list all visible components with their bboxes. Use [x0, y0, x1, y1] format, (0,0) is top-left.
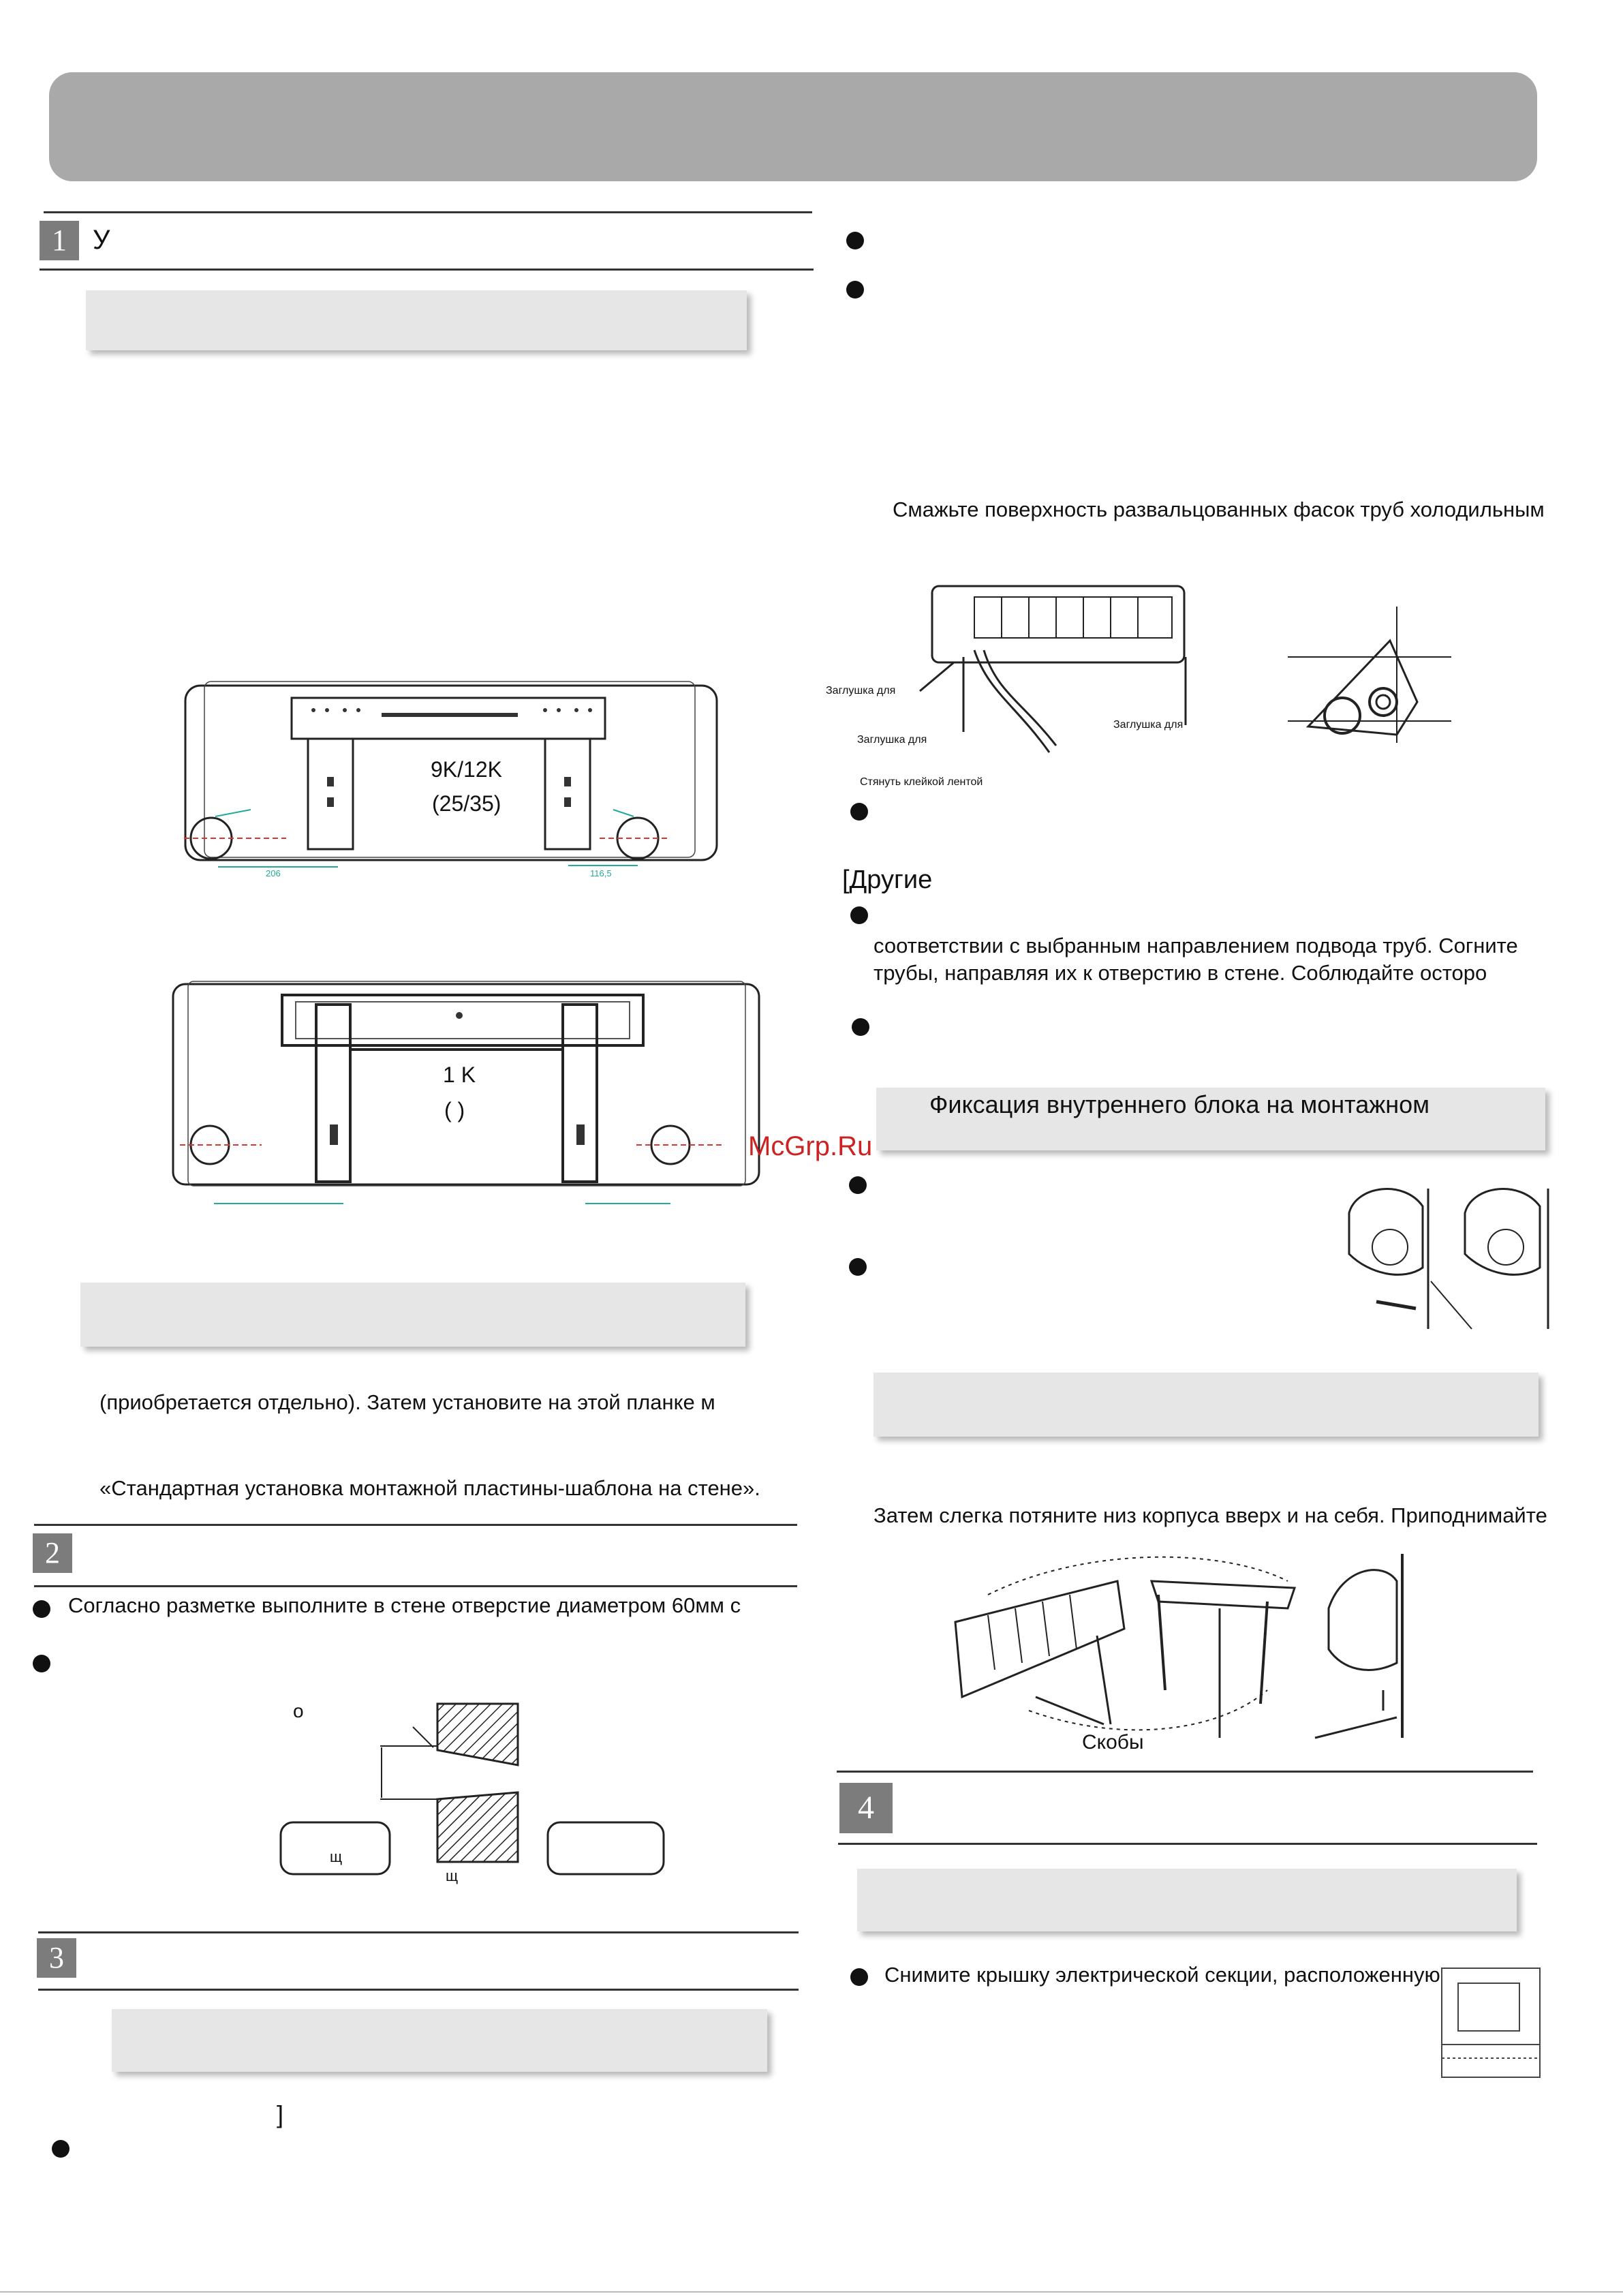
section-2-number: 2	[33, 1533, 72, 1573]
label-o: о	[293, 1700, 304, 1721]
label-sch-2: щ	[446, 1867, 459, 1884]
bullet	[850, 1968, 868, 1986]
section-1-heading: У	[93, 225, 110, 255]
section-4-bottom-rule	[838, 1843, 1537, 1845]
model-label-1: 9K/12K	[431, 757, 502, 782]
bullet	[33, 1655, 50, 1672]
dimension-right-label: 116,5	[590, 868, 612, 878]
dimension-left-label: 206	[266, 868, 281, 878]
model-code-2: ( )	[444, 1098, 465, 1122]
hang-unit-illustration	[1335, 1179, 1567, 1336]
section-3-number: 3	[37, 1938, 76, 1978]
wall-hole-diagram	[273, 1690, 681, 1888]
bullet	[850, 906, 868, 924]
section-1-subheading-box	[86, 290, 747, 350]
model-code-1: (25/35)	[432, 791, 501, 816]
other-text-line-1: соответствии с выбранным направлением подвода труб. Согните	[874, 934, 1518, 958]
bullet	[849, 1176, 867, 1194]
label-plug-1: Заглушка для	[826, 685, 896, 697]
brackets-label: Скобы	[1082, 1731, 1144, 1754]
mounting-plate-diagram-2	[166, 975, 766, 1206]
section-3-bottom-rule	[38, 1989, 799, 1991]
pipe-outlet-detail	[1288, 607, 1451, 756]
bullet	[33, 1600, 50, 1618]
electrical-cover-illustration	[1438, 1963, 1547, 2085]
watermark: McGrp.Ru	[748, 1131, 873, 1161]
bullet	[846, 281, 864, 299]
page-header-banner	[49, 72, 1537, 181]
paragraph-plate-purchase: (приобретается отдельно). Затем установите на этой планке м	[99, 1390, 715, 1414]
section-1-top-rule	[44, 211, 812, 213]
paragraph-standard-install: «Стандартная установка монтажной пластины-шаблона на стене».	[99, 1476, 760, 1500]
section-4-number: 4	[839, 1783, 893, 1833]
label-tape: Стянуть клейкой лентой	[860, 776, 983, 788]
page-bottom-rule	[0, 2291, 1623, 2293]
flare-lubricate-text: Смажьте поверхность развальцованных фасок труб холодильным	[893, 498, 1545, 521]
section-3-bracket: ]	[277, 2100, 284, 2128]
bullet	[849, 1258, 867, 1276]
section-3-subheading-box	[112, 2009, 767, 2072]
label-sch-1: щ	[330, 1848, 343, 1865]
indoor-unit-pipes-diagram	[818, 582, 1199, 800]
label-plug-3: Заглушка для	[1113, 719, 1184, 731]
other-text-line-2: трубы, направляя их к отверстию в стене. Соблюдайте осторо	[874, 961, 1487, 985]
bullet	[52, 2140, 69, 2158]
section-4-top-rule	[837, 1771, 1533, 1773]
lift-text: Затем слегка потяните низ корпуса вверх и на себя. Приподнимайте	[874, 1503, 1547, 1527]
section-1-number: 1	[40, 221, 79, 260]
bullet	[852, 1018, 869, 1036]
section-2-bullet-1: Согласно разметке выполните в стене отверстие диаметром 60мм с	[68, 1593, 741, 1617]
fixation-heading: Фиксация внутреннего блока на монтажном	[929, 1090, 1429, 1118]
other-heading: [Другие	[842, 866, 933, 894]
bullet	[846, 232, 864, 249]
mounting-plate-diagram-1	[177, 675, 722, 879]
brackets-illustration	[947, 1554, 1458, 1758]
lift-heading-box	[874, 1373, 1539, 1437]
section-2-bottom-rule	[34, 1585, 797, 1587]
label-plug-2: Заглушка для	[857, 734, 927, 746]
section-4-bullet: Снимите крышку электрической секции, расположенную	[884, 1963, 1440, 1987]
section-4-subheading-box	[857, 1869, 1517, 1931]
section-3-top-rule	[38, 1931, 799, 1933]
section-1-second-box	[80, 1283, 745, 1347]
model-label-2: 1 K	[443, 1062, 476, 1087]
bullet	[850, 803, 868, 821]
section-1-bottom-rule	[40, 269, 814, 271]
section-2-top-rule	[34, 1524, 797, 1526]
